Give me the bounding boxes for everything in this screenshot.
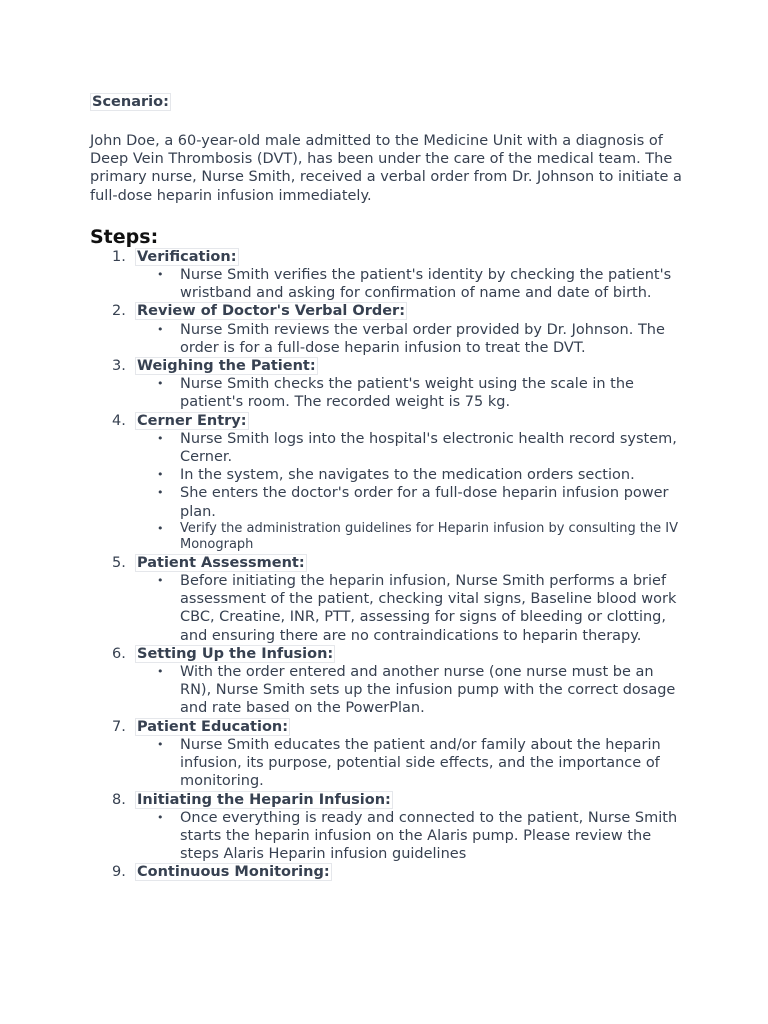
step-bullets: [135, 430, 685, 554]
steps-heading: Steps:: [90, 225, 159, 248]
step-title: Patient Assessment:: [137, 554, 305, 571]
step-number: 2.: [112, 303, 126, 320]
scenario-section: [90, 93, 685, 111]
step-bullets: [135, 375, 685, 411]
step-number: 7.: [112, 718, 126, 735]
bullet-item: • Nurse Smith logs into the hospital's electronic health record system, Cerner.: [135, 430, 685, 466]
step-number: 3.: [112, 358, 126, 375]
step-title: Review of Doctor's Verbal Order:: [137, 303, 406, 320]
step-bullets: [135, 663, 685, 718]
step-item: [90, 645, 685, 718]
step-bullets: [135, 809, 685, 864]
bullet-item: • With the order entered and another nurse (one nurse must be an RN), Nurse Smith sets up the infusion pump with the correct dosage and rate based on the PowerPlan.: [135, 663, 685, 718]
step-number: 1.: [112, 248, 126, 265]
bullet-item: • Nurse Smith checks the patient's weight using the scale in the patient's room. The recorded weight is 75 kg.: [135, 375, 685, 411]
step-number: 4.: [112, 412, 126, 429]
step-bullets: [135, 736, 685, 791]
step-title: Patient Education:: [137, 718, 289, 735]
step-number: 5.: [112, 554, 126, 571]
step-item: [90, 718, 685, 791]
bullet-item: • Nurse Smith educates the patient and/or family about the heparin infusion, its purpose, potential side effects, and the importance of monitoring.: [135, 736, 685, 791]
step-title: Setting Up the Infusion:: [137, 645, 334, 662]
step-item: [90, 357, 685, 412]
bullet-item: • Verify the administration guidelines for Heparin infusion by consulting the IV Monograph: [135, 521, 685, 554]
bullet-item: • Before initiating the heparin infusion, Nurse Smith performs a brief assessment of the patient, checking vital signs, Baseline blood work CBC, Creatine, INR, PTT, assessing for signs of bleeding or clotting, and ensuring there are no contraindications to heparin therapy.: [135, 572, 685, 645]
step-title: Cerner Entry:: [137, 412, 247, 429]
document-content: [90, 93, 685, 882]
step-item: [90, 412, 685, 554]
step-item: [90, 863, 685, 881]
bullet-item: • Nurse Smith reviews the verbal order provided by Dr. Johnson. The order is for a full-dose heparin infusion to treat the DVT.: [135, 321, 685, 357]
bullet-item: • Nurse Smith verifies the patient's identity by checking the patient's wristband and asking for confirmation of name and date of birth.: [135, 266, 685, 302]
bullet-item: • She enters the doctor's order for a full-dose heparin infusion power plan.: [135, 484, 685, 520]
step-number: 8.: [112, 791, 126, 808]
step-number: 6.: [112, 645, 126, 662]
step-item: [90, 791, 685, 864]
step-title: Continuous Monitoring:: [137, 864, 330, 881]
step-bullets: [135, 321, 685, 357]
step-item: [90, 248, 685, 303]
step-bullets: [135, 266, 685, 302]
scenario-text: John Doe, a 60-year-old male admitted to the Medicine Unit with a diagnosis of Deep Vein Thrombosis (DVT), has been under the care of the medical team. The primary nurse, Nurse Smith, received a verbal order from Dr. Johnson to initiate a full-dose heparin infusion immediately.: [90, 133, 682, 204]
bullet-item: • Once everything is ready and connected to the patient, Nurse Smith starts the heparin infusion on the Alaris pump. Please review the steps Alaris Heparin infusion guidelines: [135, 809, 685, 864]
bullet-item: • In the system, she navigates to the medication orders section.: [135, 466, 685, 484]
scenario-label: Scenario:: [92, 94, 169, 110]
step-item: [90, 554, 685, 645]
step-number: 9.: [112, 864, 126, 881]
step-title: Verification:: [137, 248, 237, 265]
step-title: Weighing the Patient:: [137, 358, 316, 375]
steps-list: [90, 248, 685, 882]
step-item: [90, 302, 685, 357]
step-title: Initiating the Heparin Infusion:: [137, 791, 391, 808]
step-bullets: [135, 572, 685, 645]
